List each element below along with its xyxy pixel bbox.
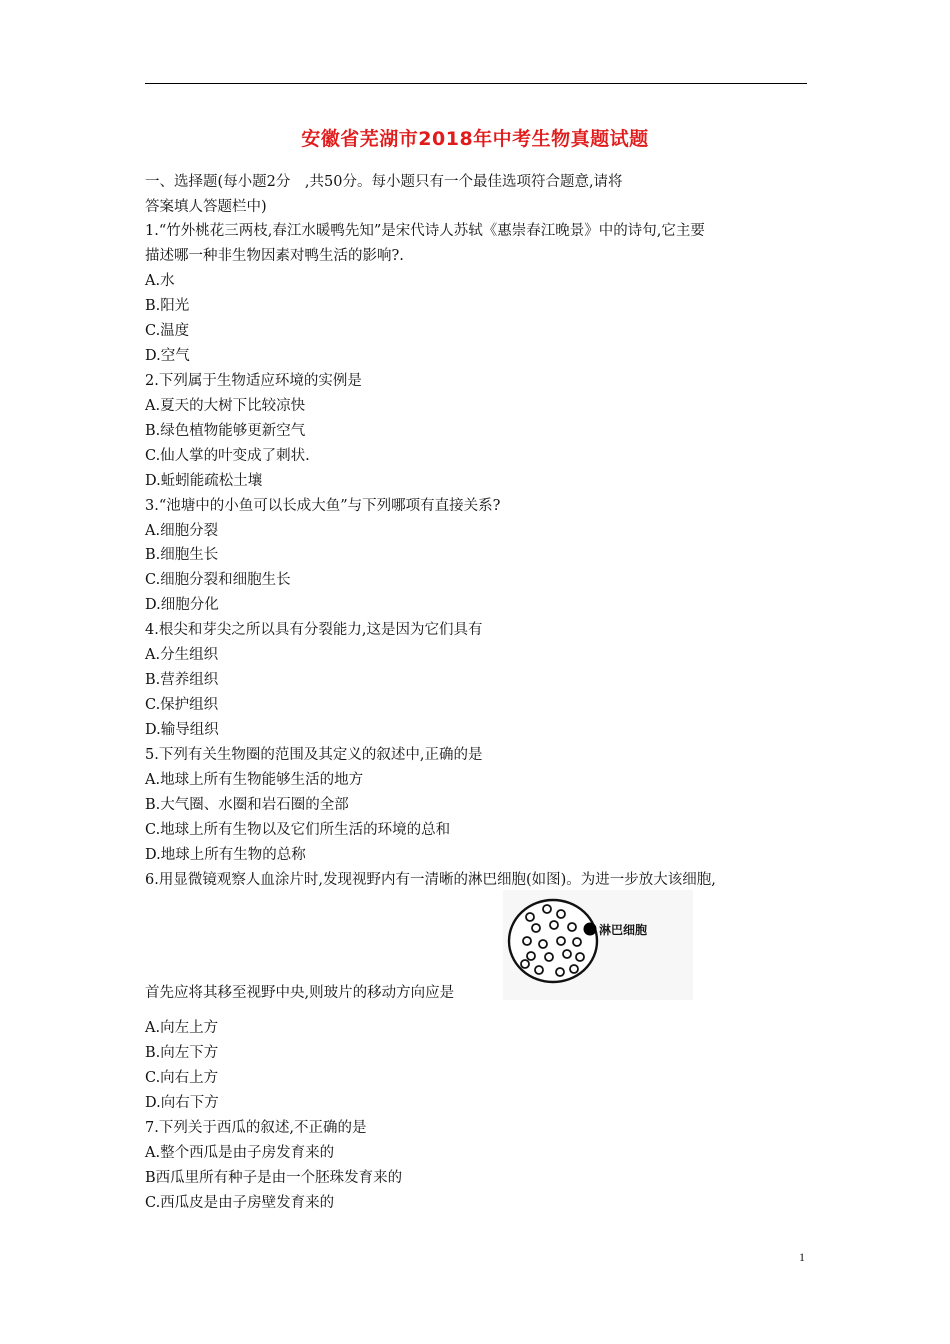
option-line: D.蚯蚓能疏松土壤 [145,473,263,489]
option-line: B西瓜里所有种子是由一个胚珠发育来的 [145,1170,403,1186]
option-line: B.阳光 [145,298,190,314]
option-line: A.细胞分裂 [145,523,219,539]
page-title: 安徽省芜湖市2018年中考生物真题试题 [301,128,649,150]
option-line: B.绿色植物能够更新空气 [145,423,306,439]
option-line: C.仙人掌的叶变成了刺状. [145,448,310,464]
option-line: C.细胞分裂和细胞生长 [145,572,291,588]
question-line: 首先应将其移至视野中央,则玻片的移动方向应是 [145,985,455,1001]
question-line: 7.下列关于西瓜的叙述,不正确的是 [145,1120,367,1136]
option-line: A.水 [145,273,175,289]
header-rule [145,83,807,84]
option-line: D.输导组织 [145,722,219,738]
lymphocyte-marker [584,923,597,936]
option-line: B.向左下方 [145,1045,219,1061]
option-line: C.温度 [145,323,190,339]
option-line: B.细胞生长 [145,547,219,563]
section-header-line2: 答案填人答题栏中) [145,199,267,215]
question-line: 6.用显微镜观察人血涂片时,发现视野内有一清晰的淋巴细胞(如图)。为进一步放大该细胞, [145,872,716,888]
question-line: 描述哪一种非生物因素对鸭生活的影响?. [145,248,404,264]
option-line: C.保护组织 [145,697,219,713]
option-line: D.向右下方 [145,1095,219,1111]
figure-label: 淋巴细胞 [599,923,648,937]
blood-smear-diagram [503,890,693,1000]
option-line: C.向右上方 [145,1070,219,1086]
option-line: D.空气 [145,348,190,364]
option-line: A.向左上方 [145,1020,219,1036]
option-line: A.分生组织 [145,647,219,663]
option-line: C.地球上所有生物以及它们所生活的环境的总和 [145,822,451,838]
option-line: A.地球上所有生物能够生活的地方 [145,772,364,788]
question-line: 5.下列有关生物圈的范围及其定义的叙述中,正确的是 [145,747,483,763]
option-line: A.整个西瓜是由子房发育来的 [145,1145,335,1161]
section-header-line1: 一、选择题(每小题2分 ,共50分。每小题只有一个最佳选项符合题意,请将 [145,174,623,190]
option-line: C.西瓜皮是由子房壁发育来的 [145,1195,335,1211]
option-line: B.大气圈、水圈和岩石圈的全部 [145,797,349,813]
question-line: 1.“竹外桃花三两枝,春江水暖鸭先知”是宋代诗人苏轼《惠崇春江晚景》中的诗句,它主要 [145,223,705,239]
option-line: D.地球上所有生物的总称 [145,847,306,863]
question-line: 4.根尖和芽尖之所以具有分裂能力,这是因为它们具有 [145,622,483,638]
option-line: B.营养组织 [145,672,219,688]
option-line: A.夏天的大树下比较凉快 [145,398,306,414]
page-number: 1 [799,1250,805,1264]
microscope-field-figure [503,890,693,1000]
question-line: 2.下列属于生物适应环境的实例是 [145,373,362,389]
question-line: 3.“池塘中的小鱼可以长成大鱼”与下列哪项有直接关系? [145,498,501,514]
option-line: D.细胞分化 [145,597,219,613]
